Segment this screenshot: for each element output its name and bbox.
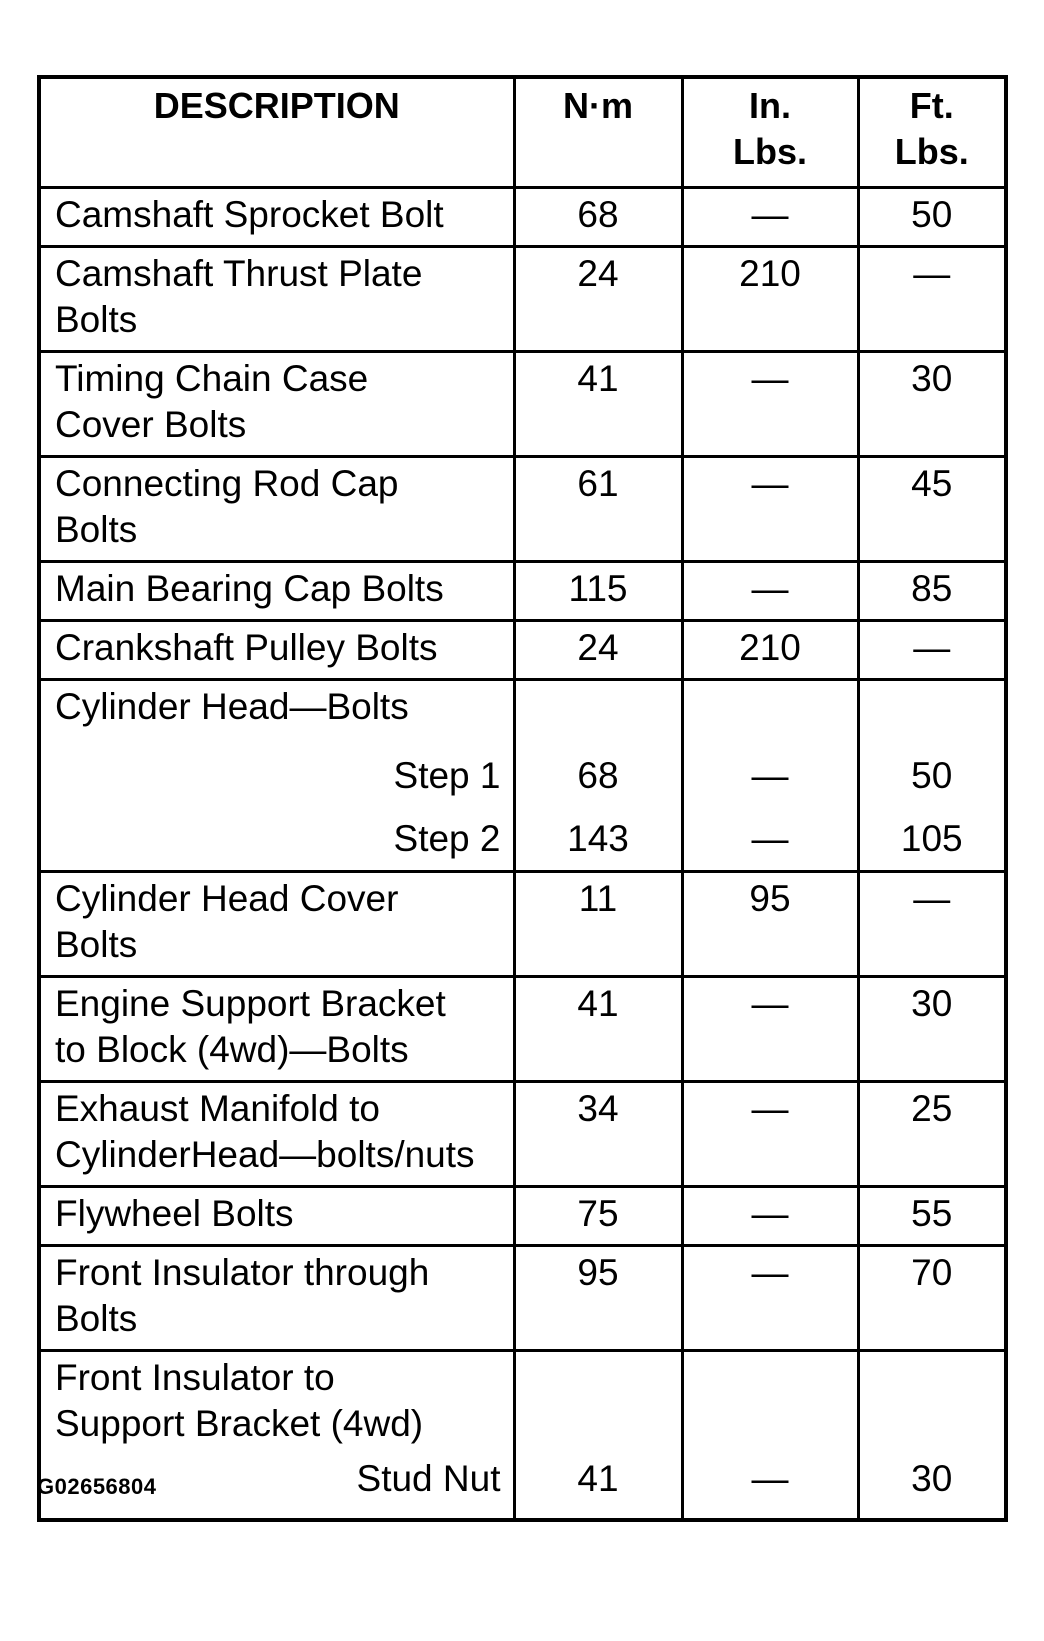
header-in-label-2: Lbs. (732, 131, 807, 172)
in-lbs-cell: 210 (682, 246, 858, 351)
header-in-label-1: In. (749, 85, 791, 126)
in-lbs-cell: — (682, 456, 858, 561)
ft-lbs-cell: — (858, 620, 1006, 679)
ft-lbs-cell: 25 (858, 1081, 1006, 1186)
step-ft-value: 30 (911, 1457, 953, 1499)
description-line: Bolts (55, 508, 138, 550)
description-cell (39, 620, 514, 679)
step-in-value: — (751, 754, 789, 796)
step-in-value: — (751, 817, 789, 859)
nm-cell: 24 (514, 620, 682, 679)
table-row (39, 871, 1006, 976)
description-cell (39, 1081, 514, 1186)
table-row (39, 1186, 1006, 1245)
table-row (39, 679, 1006, 871)
header-description-label: DESCRIPTION (153, 85, 400, 126)
in-lbs-cell: — (682, 976, 858, 1081)
description-cell (39, 351, 514, 456)
ft-lbs-cell: 50 (858, 187, 1006, 246)
description-line: Timing Chain Case (55, 357, 369, 399)
description-line: Main Bearing Cap Bolts (55, 567, 444, 609)
table-row (39, 1350, 1006, 1520)
ft-lbs-cell: 45 (858, 456, 1006, 561)
in-lbs-cell: — (682, 187, 858, 246)
in-lbs-cell: — (682, 1186, 858, 1245)
in-lbs-cell (682, 679, 858, 871)
nm-cell: 34 (514, 1081, 682, 1186)
in-lbs-cell: — (682, 1081, 858, 1186)
description-line: to Block (4wd)—Bolts (55, 1028, 409, 1070)
table-row (39, 456, 1006, 561)
ft-lbs-cell: — (858, 871, 1006, 976)
table-row (39, 976, 1006, 1081)
description-cell (39, 679, 514, 871)
description-cell (39, 1245, 514, 1350)
ft-lbs-cell: 55 (858, 1186, 1006, 1245)
description-line: Cylinder Head Cover (55, 877, 399, 919)
description-cell (39, 246, 514, 351)
description-line: Camshaft Sprocket Bolt (55, 193, 444, 235)
nm-cell: 61 (514, 456, 682, 561)
description-cell (39, 187, 514, 246)
description-line: Cylinder Head—Bolts (55, 685, 409, 727)
ft-lbs-cell (858, 1350, 1006, 1520)
header-description (39, 77, 514, 187)
description-line: Flywheel Bolts (55, 1192, 294, 1234)
header-ft-label-2: Lbs. (894, 131, 969, 172)
description-line: Cover Bolts (55, 403, 247, 445)
nm-cell: 41 (514, 351, 682, 456)
description-line: Front Insulator through (55, 1251, 430, 1293)
step-nm-value: 41 (577, 1457, 619, 1499)
in-lbs-cell (682, 1350, 858, 1520)
nm-cell: 95 (514, 1245, 682, 1350)
description-cell (39, 871, 514, 976)
ft-lbs-cell: 30 (858, 976, 1006, 1081)
header-inch-pounds (682, 77, 858, 187)
description-cell (39, 561, 514, 620)
description-cell (39, 456, 514, 561)
in-lbs-cell: — (682, 561, 858, 620)
in-lbs-cell: — (682, 351, 858, 456)
in-lbs-cell: 210 (682, 620, 858, 679)
ft-lbs-cell: 85 (858, 561, 1006, 620)
header-nm-label: N·m (563, 85, 633, 126)
table-row (39, 1081, 1006, 1186)
nm-cell (514, 1350, 682, 1520)
ft-lbs-cell (858, 679, 1006, 871)
table-row (39, 187, 1006, 246)
description-line: Support Bracket (4wd) (55, 1402, 424, 1444)
description-line: Front Insulator to (55, 1356, 335, 1398)
in-lbs-cell: — (682, 1245, 858, 1350)
step-nm-value: 143 (567, 817, 629, 859)
description-cell (39, 976, 514, 1081)
torque-specifications-table (37, 75, 1008, 1522)
step-ft-value: 105 (900, 817, 963, 859)
in-lbs-cell: 95 (682, 871, 858, 976)
table-row (39, 620, 1006, 679)
nm-cell: 11 (514, 871, 682, 976)
header-newton-meters (514, 77, 682, 187)
nm-cell: 75 (514, 1186, 682, 1245)
step-label: Stud Nut (356, 1457, 501, 1499)
nm-cell: 41 (514, 976, 682, 1081)
nm-cell: 68 (514, 187, 682, 246)
description-line: Camshaft Thrust Plate (55, 252, 423, 294)
nm-cell (514, 679, 682, 871)
step-label: Step 2 (393, 817, 501, 859)
description-line: Crankshaft Pulley Bolts (55, 626, 438, 668)
table-row (39, 1245, 1006, 1350)
description-line: Bolts (55, 1297, 138, 1339)
header-row (39, 77, 1006, 187)
ft-lbs-cell: — (858, 246, 1006, 351)
ft-lbs-cell: 30 (858, 351, 1006, 456)
header-foot-pounds (858, 77, 1006, 187)
step-label: Step 1 (393, 754, 501, 796)
description-line: Bolts (55, 923, 138, 965)
description-line: Engine Support Bracket (55, 982, 446, 1024)
description-line: Connecting Rod Cap (55, 462, 399, 504)
description-line: Bolts (55, 298, 138, 340)
ft-lbs-cell: 70 (858, 1245, 1006, 1350)
step-in-value: — (751, 1457, 789, 1499)
figure-code: G02656804 (37, 1474, 157, 1499)
description-line: Exhaust Manifold to (55, 1087, 380, 1129)
step-nm-value: 68 (577, 754, 619, 796)
description-line: CylinderHead—bolts/nuts (55, 1133, 475, 1175)
step-ft-value: 50 (911, 754, 953, 796)
table-row (39, 351, 1006, 456)
description-cell (39, 1186, 514, 1245)
nm-cell: 115 (514, 561, 682, 620)
header-ft-label-1: Ft. (909, 85, 954, 126)
table-row (39, 246, 1006, 351)
table-row (39, 561, 1006, 620)
nm-cell: 24 (514, 246, 682, 351)
